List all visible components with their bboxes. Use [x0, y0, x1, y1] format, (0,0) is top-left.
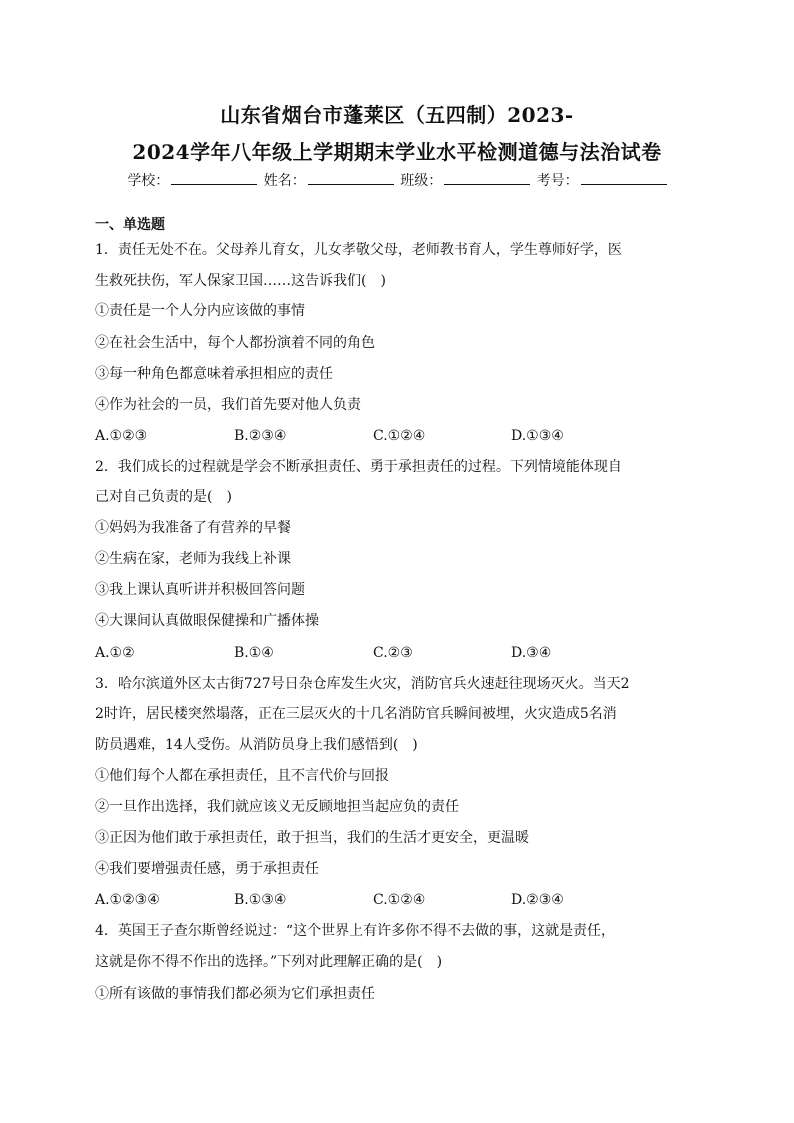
student-info-fields — [0, 170, 794, 191]
question-1-item-1: ①责任是一个人分内应该做的事情 — [95, 303, 305, 319]
question-1-option-c[interactable]: C.①②④ — [373, 428, 426, 444]
question-2-option-a[interactable]: A.①② — [95, 645, 135, 661]
question-3-stem-line2: 2时许，居民楼突然塌落，正在三层灭火的十几名消防官兵瞬间被埋，火灾造成5名消 — [95, 706, 617, 722]
question-3-item-4: ④我们要增强责任感，勇于承担责任 — [95, 861, 319, 877]
question-2-option-c[interactable]: C.②③ — [373, 645, 413, 661]
question-3-option-c[interactable]: C.①②④ — [373, 892, 426, 908]
question-1-option-a[interactable]: A.①②③ — [95, 428, 148, 444]
question-2-option-b[interactable]: B.①④ — [234, 645, 274, 661]
question-3-stem-line3: 防员遇难，14人受伤。从消防员身上我们感悟到( ) — [95, 737, 418, 753]
question-1-option-d[interactable]: D.①③④ — [511, 428, 564, 444]
question-1-stem-line2: 生救死扶伤，军人保家卫国……这告诉我们( ) — [95, 273, 386, 289]
question-2-item-4: ④大课间认真做眼保健操和广播体操 — [95, 613, 319, 629]
question-4-stem-line1: 4．英国王子查尔斯曾经说过：“这个世界上有许多你不得不去做的事，这就是责任， — [95, 923, 616, 939]
question-1-item-3: ③每一种角色都意味着承担相应的责任 — [95, 366, 333, 382]
question-2-item-1: ①妈妈为我准备了有营养的早餐 — [95, 520, 291, 536]
number-field[interactable] — [537, 170, 667, 191]
question-3-item-3: ③正因为他们敢于承担责任，敢于担当，我们的生活才更安全，更温暖 — [95, 830, 529, 846]
question-3-stem-line1: 3．哈尔滨道外区太古街727号日杂仓库发生火灾，消防官兵火速赶往现场灭火。当天2 — [95, 676, 630, 692]
exam-title-line2: 2024学年八年级上学期期末学业水平检测道德与法治试卷 — [132, 140, 662, 164]
question-2-option-d[interactable]: D.③④ — [511, 645, 552, 661]
question-2-stem-line2: 己对自己负责的是( ) — [95, 489, 232, 505]
question-1-option-b[interactable]: B.②③④ — [234, 428, 287, 444]
name-field[interactable] — [264, 170, 394, 191]
exam-title-line1: 山东省烟台市蓬莱区（五四制）2023- — [220, 103, 574, 127]
question-1-item-4: ④作为社会的一员，我们首先要对他人负责 — [95, 397, 361, 413]
question-3-item-1: ①他们每个人都在承担责任，且不言代价与回报 — [95, 768, 389, 784]
class-field[interactable] — [400, 170, 530, 191]
name-label: 姓名： — [263, 173, 306, 189]
school-field[interactable] — [127, 170, 257, 191]
question-2-stem-line1: 2．我们成长的过程就是学会不断承担责任、勇于承担责任的过程。下列情境能体现自 — [95, 459, 622, 475]
question-2-item-3: ③我上课认真听讲并积极回答问题 — [95, 582, 305, 598]
question-4-item-1: ①所有该做的事情我们都必须为它们承担责任 — [95, 986, 375, 1002]
name-blank[interactable] — [308, 170, 394, 185]
question-2-item-2: ②生病在家，老师为我线上补课 — [95, 551, 291, 567]
number-label: 考号： — [536, 173, 579, 189]
school-label: 学校： — [127, 173, 170, 189]
class-label: 班级： — [400, 173, 443, 189]
question-4-stem-line2: 这就是你不得不作出的选择。”下列对此理解正确的是( ) — [95, 954, 443, 970]
school-blank[interactable] — [171, 170, 257, 185]
question-1-stem-line1: 1．责任无处不在。父母养儿育女，儿女孝敬父母，老师教书育人，学生尊师好学，医 — [95, 242, 622, 258]
question-3-option-a[interactable]: A.①②③④ — [95, 892, 160, 908]
number-blank[interactable] — [581, 170, 667, 185]
question-1-item-2: ②在社会生活中，每个人都扮演着不同的角色 — [95, 335, 375, 351]
question-3-option-d[interactable]: D.②③④ — [511, 892, 564, 908]
question-3-item-2: ②一旦作出选择，我们就应该义无反顾地担当起应负的责任 — [95, 799, 459, 815]
section-title: 一、单选题 — [95, 217, 165, 233]
question-3-option-b[interactable]: B.①③④ — [234, 892, 287, 908]
class-blank[interactable] — [444, 170, 530, 185]
